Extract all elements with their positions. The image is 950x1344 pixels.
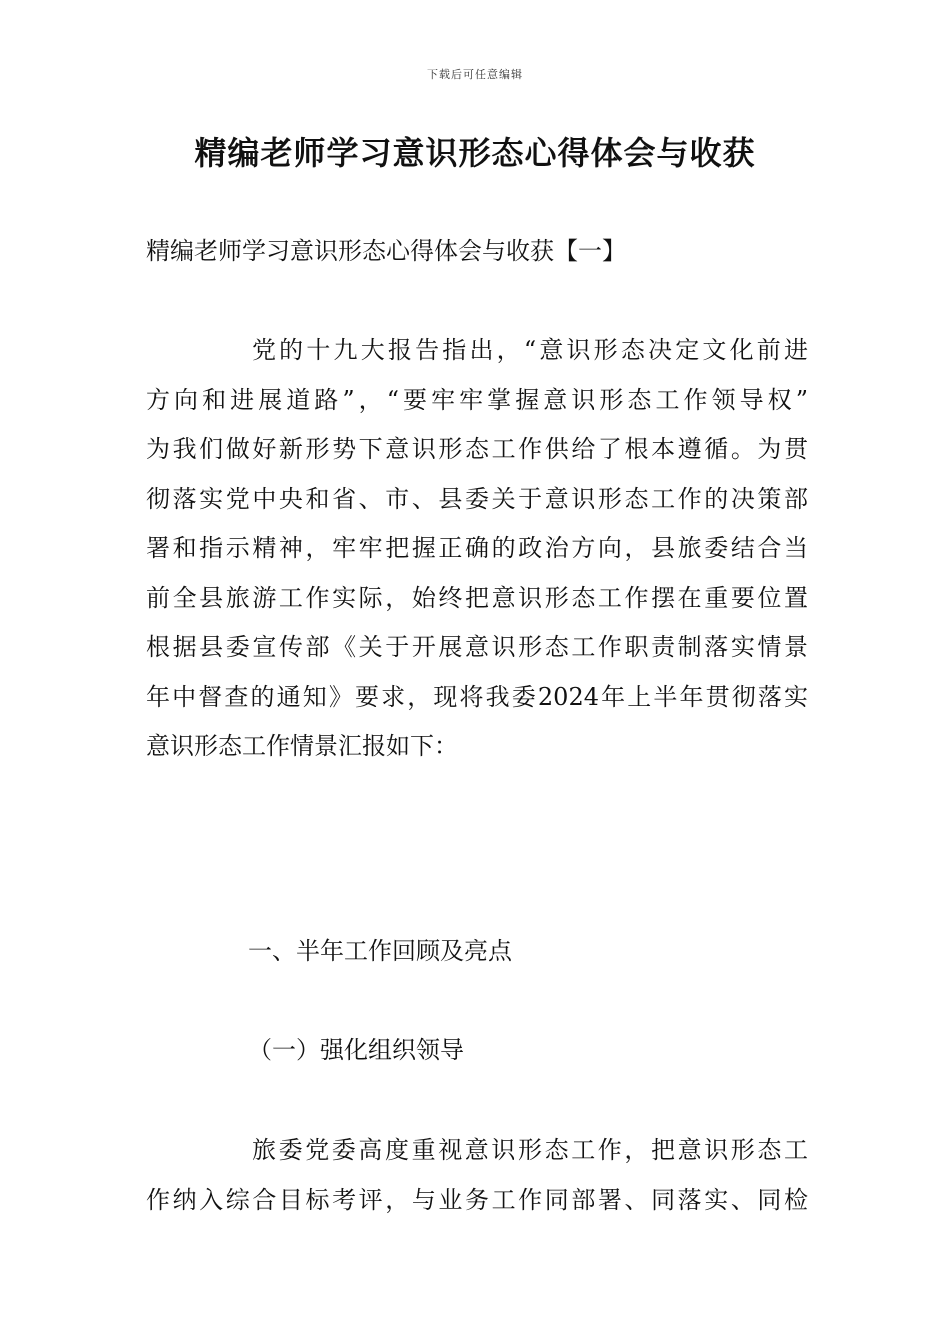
paragraph-line: 彻落实党中央和省、市、县委关于意识形态工作的决策部 xyxy=(146,484,808,513)
part-heading: 一、半年工作回顾及亮点 xyxy=(248,937,512,965)
paragraph-line: 旅委党委高度重视意识形态工作，把意识形态工 xyxy=(252,1136,808,1164)
paragraph-line: 署和指示精神，牢牢把握正确的政治方向，县旅委结合当 xyxy=(146,534,808,562)
paragraph-line: 前全县旅游工作实际，始终把意识形态工作摆在重要位置 xyxy=(146,583,808,612)
paragraph-line: 为我们做好新形势下意识形态工作供给了根本遵循。为贯 xyxy=(146,435,808,463)
paragraph-1 xyxy=(146,326,808,772)
document-title: 精编老师学习意识形态心得体会与收获 xyxy=(194,134,756,172)
paragraph-2 xyxy=(146,1126,808,1225)
paragraph-line: 意识形态工作情景汇报如下： xyxy=(146,732,458,760)
paragraph-line: 方向和进展道路”，“要牢牢掌握意识形态工作领导权” xyxy=(146,385,808,414)
section-heading: 精编老师学习意识形态心得体会与收获【一】 xyxy=(146,237,626,265)
sub-heading: （一）强化组织领导 xyxy=(248,1036,464,1064)
paragraph-line: 年中督查的通知》要求，现将我委2024年上半年贯彻落实 xyxy=(146,682,808,711)
paragraph-line: 作纳入综合目标考评，与业务工作同部署、同落实、同检 xyxy=(146,1185,808,1214)
paragraph-line: 党的十九大报告指出，“意识形态决定文化前进 xyxy=(252,336,808,364)
header-note: 下载后可任意编辑 xyxy=(427,68,523,81)
paragraph-line: 根据县委宣传部《关于开展意识形态工作职责制落实情景 xyxy=(146,633,808,661)
